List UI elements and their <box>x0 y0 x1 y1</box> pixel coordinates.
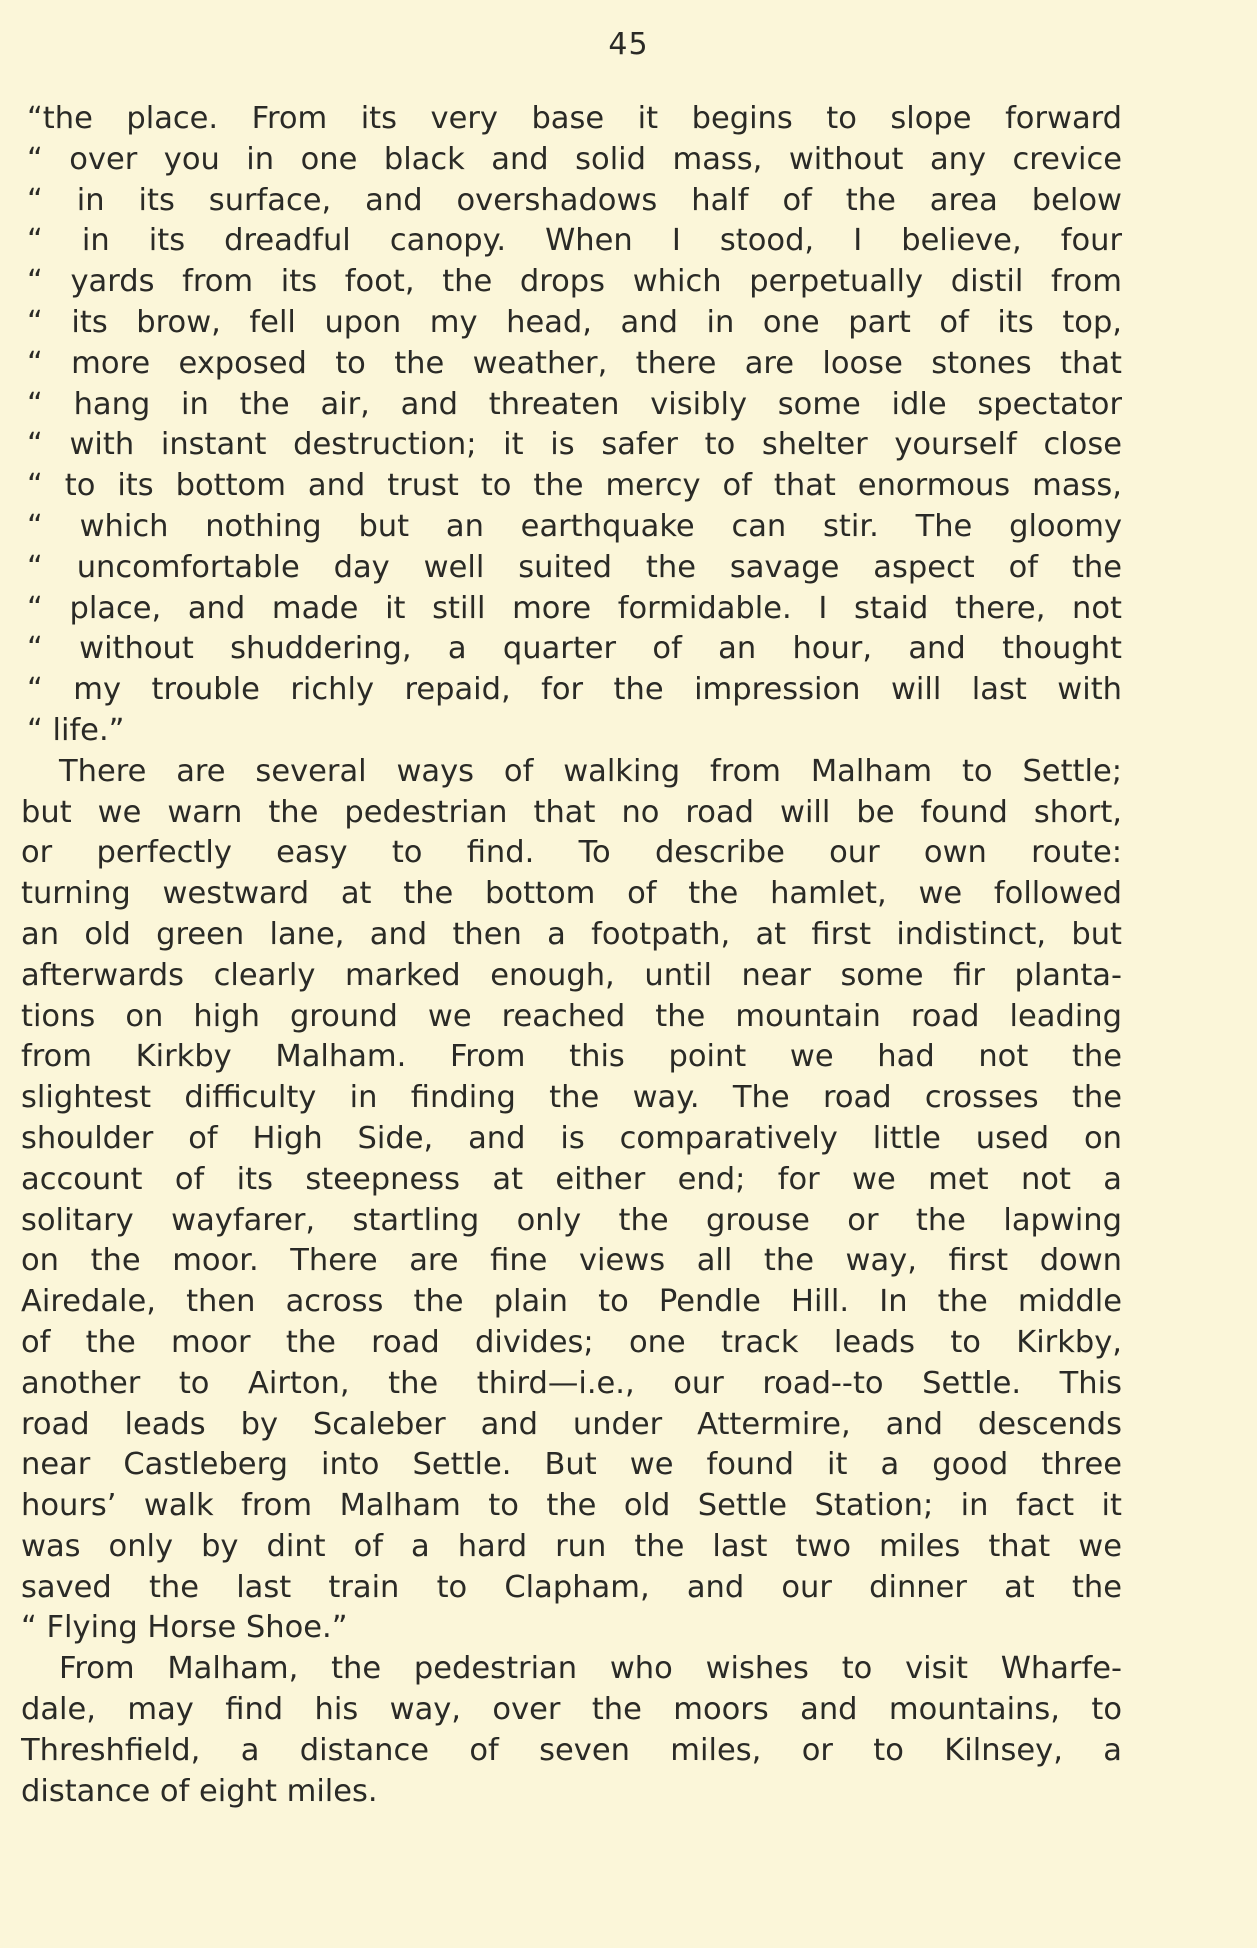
text-line: “ in its surface, and overshadows half of the area below <box>27 182 1122 218</box>
text-line: but we warn the pedestrian that no road will be found short, <box>21 794 1122 830</box>
text-line: of the moor the road divides; one track leads to Kirkby, <box>21 1324 1122 1360</box>
text-line: solitary wayfarer, startling only the grouse or the lapwing <box>21 1202 1122 1238</box>
text-line: “ place, and made it still more formidable. I staid there, not <box>27 590 1122 626</box>
text-line: There are several ways of walking from Malham to Settle; <box>59 753 1122 789</box>
text-line: was only by dint of a hard run the last two miles that we <box>21 1528 1122 1564</box>
text-line: “ uncomfortable day well suited the savage aspect of the <box>27 549 1122 585</box>
text-line: afterwards clearly marked enough, until near some fir planta- <box>21 957 1122 993</box>
text-line: “ Flying Horse Shoe.” <box>21 1610 348 1646</box>
text-line: “ my trouble richly repaid, for the impression will last with <box>27 672 1122 708</box>
text-line: From Malham, the pedestrian who wishes to visit Wharfe- <box>59 1651 1122 1687</box>
text-line: road leads by Scaleber and under Attermire, and descends <box>21 1406 1122 1442</box>
text-line: from Kirkby Malham. From this point we had not the <box>21 1039 1122 1075</box>
text-line: “ which nothing but an earthquake can stir. The gloomy <box>27 508 1122 544</box>
text-line: shoulder of High Side, and is comparatively little used on <box>21 1120 1122 1156</box>
text-line: an old green lane, and then a footpath, at first indistinct, but <box>21 916 1122 952</box>
text-line: saved the last train to Clapham, and our dinner at the <box>21 1569 1122 1605</box>
text-line: slightest difficulty in finding the way. The road crosses the <box>21 1080 1122 1116</box>
text-line: “ more exposed to the weather, there are loose stones that <box>27 345 1122 381</box>
text-line: “ hang in the air, and threaten visibly some idle spectator <box>27 386 1122 422</box>
text-line: hours’ walk from Malham to the old Settle Station; in fact it <box>21 1488 1122 1524</box>
text-line: Threshfield, a distance of seven miles, or to Kilnsey, a <box>21 1732 1122 1768</box>
text-line: on the moor. There are fine views all the way, first down <box>21 1243 1122 1279</box>
text-line: “ over you in one black and solid mass, without any crevice <box>27 141 1122 177</box>
text-line: “ life.” <box>27 712 125 748</box>
text-line: Airedale, then across the plain to Pendle Hill. In the middle <box>21 1284 1122 1320</box>
body-text <box>21 99 1122 1812</box>
text-line: “ without shuddering, a quarter of an hour, and thought <box>27 631 1122 667</box>
page-number: 45 <box>608 27 649 62</box>
text-line: or perfectly easy to find. To describe our own route: <box>21 835 1122 871</box>
text-line: account of its steepness at either end; for we met not a <box>21 1161 1122 1197</box>
text-line: distance of eight miles. <box>21 1773 378 1809</box>
text-line: another to Airton, the third—i.e., our road--to Settle. This <box>21 1365 1122 1401</box>
text-line: “ yards from its foot, the drops which perpetually distil from <box>27 264 1122 300</box>
text-line: “ to its bottom and trust to the mercy of that enormous mass, <box>27 468 1122 504</box>
text-line: turning westward at the bottom of the hamlet, we followed <box>21 876 1122 912</box>
text-line: “the place. From its very base it begins to slope forward <box>27 101 1122 136</box>
text-line: “ in its dreadful canopy. When I stood, I believe, four <box>27 223 1122 259</box>
text-line: tions on high ground we reached the mountain road leading <box>21 998 1122 1034</box>
text-line: near Castleberg into Settle. But we found it a good three <box>21 1447 1122 1483</box>
text-line: “ with instant destruction; it is safer to shelter yourself close <box>27 427 1122 463</box>
text-line: dale, may find his way, over the moors and mountains, to <box>21 1692 1122 1728</box>
text-line: “ its brow, fell upon my head, and in one part of its top, <box>27 304 1122 340</box>
